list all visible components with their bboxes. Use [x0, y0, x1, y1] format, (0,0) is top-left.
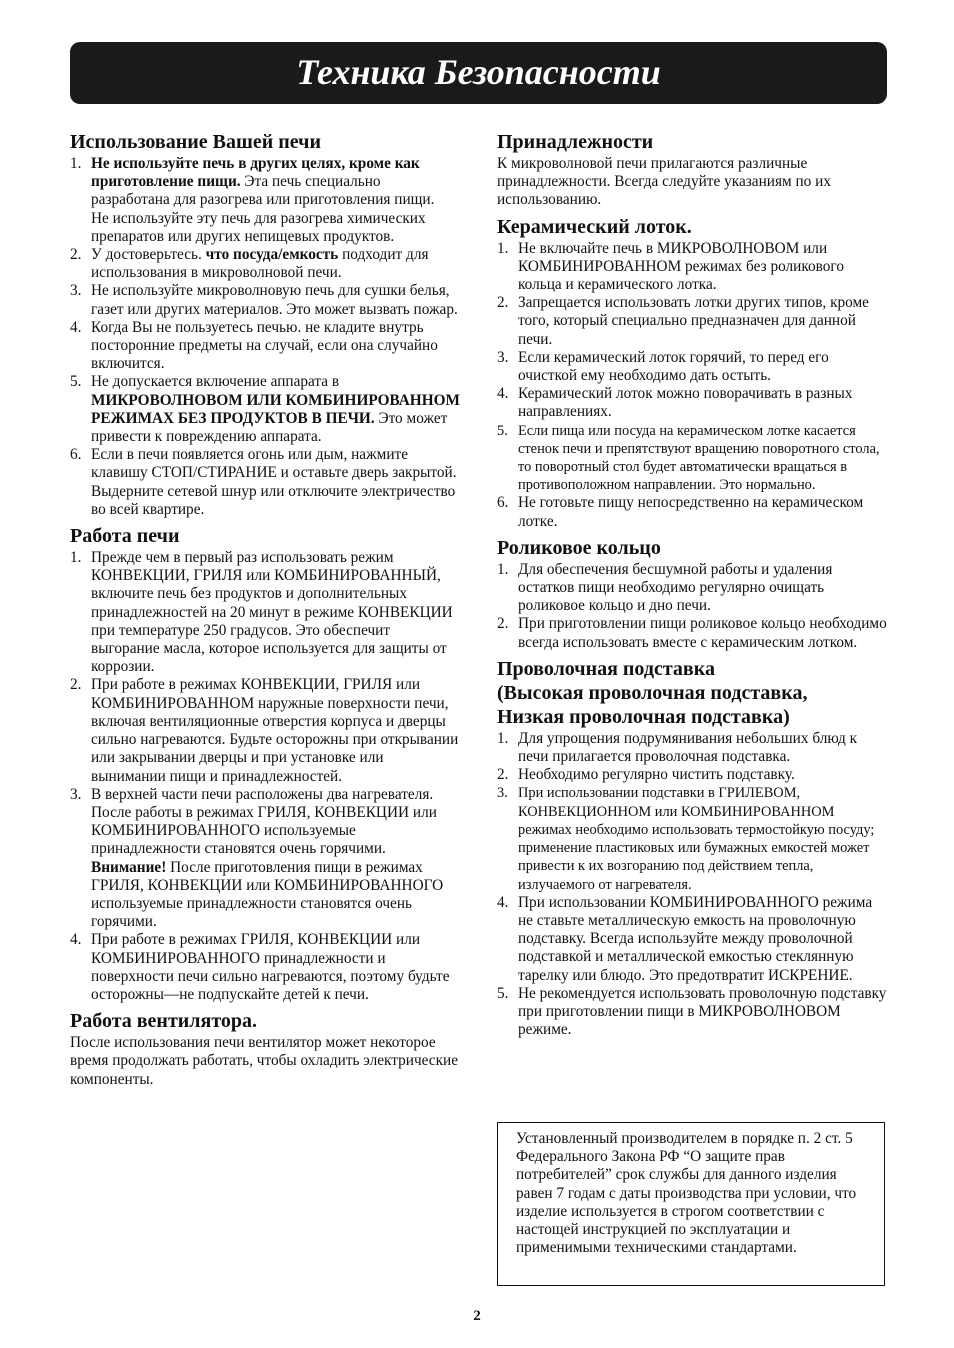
item-number: 1. [497, 239, 509, 257]
list-item [70, 282, 462, 318]
item-text: Запрещается использовать лотки других типов, кроме того, который специально предназначен для данной печи. [518, 294, 869, 348]
list-item [497, 985, 889, 1040]
item-number: 1. [497, 560, 509, 578]
item-text: Керамический лоток можно поворачивать в разных направлениях. [518, 385, 853, 421]
item-text: Если пища или посуда на керамическом лотке касается стенок печи и препятствуют вращению поворотного стола, то поворотный стол будет автоматически вращаться в противоположном направлении. Это нормально. [518, 422, 880, 494]
item-number: 2. [497, 766, 509, 784]
heading-line: (Высокая проволочная подставка, [497, 681, 808, 704]
section-heading-oven-use: Использование Вашей печи [70, 131, 321, 153]
item-text: Для обеспечения бесшумной работы и удаления остатков пищи необходимо регулярно очищать роликовое кольцо и дно печи. [518, 560, 833, 615]
list-item [70, 373, 462, 446]
item-bold-text: МИКРОВОЛНОВОМ ИЛИ КОМБИНИРОВАННОМ РЕЖИМАХ БЕЗ ПРОДУКТОВ В ПЕЧИ. [91, 391, 460, 427]
accessories-text: К микроволновой печи прилагаются различные принадлежности. Всегда следуйте указаниям по их использованию. [497, 155, 831, 209]
wire-rack-list [497, 730, 889, 1039]
list-item [497, 494, 889, 530]
list-item [497, 385, 889, 421]
item-number: 4. [497, 385, 509, 403]
item-text: Для упрощения подрумянивания небольших блюд к печи прилагается проволочная подставка. [518, 729, 858, 766]
list-item [497, 349, 889, 385]
right-column [497, 125, 889, 1039]
item-text: При использовании КОМБИНИРОВАННОГО режима не ставьте металлическую емкость на проволочную подставку. Всегда используйте между проволочной подставкой и металлической емкостью стеклянную тарелку или блюдо. Это предотвратит ИСКРЕНИЕ. [518, 893, 873, 984]
item-text: Это может привести к повреждению аппарата. [91, 409, 448, 446]
item-number: 2. [70, 246, 82, 264]
heading-line: Проволочная подставка [497, 657, 715, 680]
list-item [70, 446, 462, 519]
list-item [497, 784, 889, 893]
section-heading-wire-rack [497, 657, 889, 729]
item-text: При работе в режимах ГРИЛЯ, КОНВЕКЦИИ или КОМБИНИРОВАННОГО принадлежности и поверхности печи сильно нагреваются, поэтому будьте осторожны—не подпускайте детей к печи. [91, 931, 450, 1003]
item-number: 1. [70, 155, 82, 172]
item-number: 4. [70, 931, 82, 949]
roller-ring-list [497, 561, 889, 652]
list-item [497, 730, 889, 766]
list-item [497, 240, 889, 295]
page-number: 2 [473, 1308, 481, 1324]
list-item [497, 615, 889, 651]
item-number: 4. [70, 318, 82, 336]
section-heading-ceramic-tray: Керамический лоток. [497, 215, 692, 238]
item-text: Не включайте печь в МИКРОВОЛНОВОМ или КОМБИНИРОВАННОМ режимах без роликового кольца и керамического лотка. [518, 239, 844, 294]
item-text: Не готовьте пищу непосредственно на керамическом лотке. [518, 494, 864, 530]
item-text: При приготовлении пищи роликовое кольцо необходимо всегда использовать вместе с керамическим лотком. [518, 615, 887, 651]
item-number: 3. [497, 785, 508, 802]
service-life-notice [497, 1122, 885, 1286]
item-text: Не используйте эту печь для разогрева химических препаратов или других непищевых продуктов. [91, 209, 426, 245]
list-item [70, 676, 462, 785]
notice-text: Установленный производителем в порядке п. 2 ст. 5 Федерального Закона РФ “О защите прав потребителей” срок службы для данного изделия равен 7 годам с даты производства при условии, что изделие используется в строгом соответствии с настощей инструкцией по эксплуатации и применимыми техническими стандартами. [516, 1130, 857, 1257]
item-text: Не допускается включение аппарата в [91, 373, 340, 391]
item-text: Прежде чем в первый раз использовать режим КОНВЕКЦИИ, ГРИЛЯ или КОМБИНИРОВАННЫЙ, включите печь без продуктов и дополнительных принадлежностей на 20 минут в режиме КОНВЕКЦИИ при температуре 250 градусов. Это обеспечит выгорание масла, которое используется для защиты от коррозии. [91, 549, 453, 676]
item-text: Не рекомендуется использовать проволочную подставку при приготовлении пищи в МИКРОВОЛНОВОМ режиме. [518, 984, 887, 1039]
oven-use-list [70, 155, 462, 519]
item-text: После приготовления пищи в режимах ГРИЛЯ, КОНВЕКЦИИ или КОМБИНИРОВАННОГО используемые принадлежности становятся очень горячими. [91, 858, 444, 931]
item-text: При работе в режимах КОНВЕКЦИИ, ГРИЛЯ или КОМБИНИРОВАННОМ наружные поверхности печи, включая вентиляционные отверстия корпуса и дверцы сильно нагреваются. Будьте осторожны при открывании или закрывании дверцы и при установке или вынимании пищи и принадлежностей. [91, 676, 459, 785]
list-item [497, 294, 889, 349]
item-number: 4. [497, 893, 509, 911]
list-item [70, 155, 462, 246]
list-item [70, 549, 462, 676]
section-heading-roller-ring: Роликовое кольцо [497, 536, 661, 559]
list-item [70, 319, 462, 374]
item-text: подходит для использования в микроволновой печи. [91, 246, 429, 282]
item-text: У достоверьтесь. [91, 246, 206, 264]
section-heading-fan: Работа вентилятора. [70, 1010, 258, 1033]
item-text: Если в печи появляется огонь или дым, нажмите клавишу СТОП/СТИРАНИЕ и оставьте дверь закрытой. Выдерните сетевой шнур или отключите электричество во всей квартире. [91, 446, 457, 518]
item-number: 1. [70, 549, 82, 567]
list-item [70, 786, 462, 932]
ceramic-tray-list [497, 240, 889, 531]
item-text: Не используйте микроволновую печь для сушки белья, газет или других материалов. Это может вызвать пожар. [91, 282, 458, 318]
list-item [497, 894, 889, 985]
list-item [70, 246, 462, 282]
warning-label: Внимание! [91, 858, 167, 876]
item-text: Когда Вы не пользуетесь печью. не кладите внутрь посторонние предметы на случай, если она случайно включится. [91, 318, 438, 373]
item-text: Эта печь специально разработана для разогрева или приготовления пищи. [91, 173, 435, 209]
item-number: 2. [70, 676, 82, 694]
item-number: 3. [497, 348, 509, 366]
item-number: 6. [497, 494, 509, 512]
item-text: Если керамический лоток горячий, то перед его очисткой ему необходимо дать остыть. [518, 348, 829, 385]
item-number: 6. [70, 446, 82, 464]
left-column [70, 125, 462, 1089]
item-text: Необходимо регулярно чистить подставку. [518, 766, 795, 784]
list-item [70, 931, 462, 1004]
item-number: 2. [497, 294, 509, 312]
item-number: 3. [70, 282, 82, 300]
item-number: 1. [497, 729, 509, 747]
page-title: Техника Безопасности [296, 52, 661, 92]
title-banner [70, 42, 887, 104]
oven-operation-list [70, 549, 462, 1004]
list-item [497, 766, 889, 784]
list-item [497, 561, 889, 616]
item-number: 2. [497, 615, 509, 633]
warning-text [91, 859, 462, 932]
fan-text: После использования печи вентилятор может некоторое время продолжать работать, чтобы охладить электрические компоненты. [70, 1034, 459, 1088]
section-heading-oven-operation: Работа печи [70, 525, 180, 548]
item-text: При использовании подставки в ГРИЛЕВОМ, КОНВЕКЦИОННОМ или КОМБИНИРОВАННОМ режимах необходимо использовать термостойкую посуду; применение пластиковых или бумажных емкостей может привести к их возгоранию под действием тепла, излучаемого от нагревателя. [518, 785, 875, 893]
item-number: 5. [70, 373, 82, 391]
item-number: 5. [497, 984, 509, 1002]
item-bold-text: что посуда/емкость [205, 246, 339, 264]
item-text: В верхней части печи расположены два нагревателя. После работы в режимах ГРИЛЯ, КОНВЕКЦИИ или КОМБИНИРОВАННОГО используемые принадлежности становятся очень горячими. [91, 785, 437, 858]
item-number: 5. [497, 422, 508, 439]
item-bold-text: Не используйте печь в других целях, кроме как приготовление пищи. [91, 155, 420, 191]
item-number: 3. [70, 785, 82, 803]
heading-line: Низкая проволочная подставка) [497, 705, 790, 728]
section-heading-accessories: Принадлежности [497, 131, 654, 153]
list-item [497, 422, 889, 495]
